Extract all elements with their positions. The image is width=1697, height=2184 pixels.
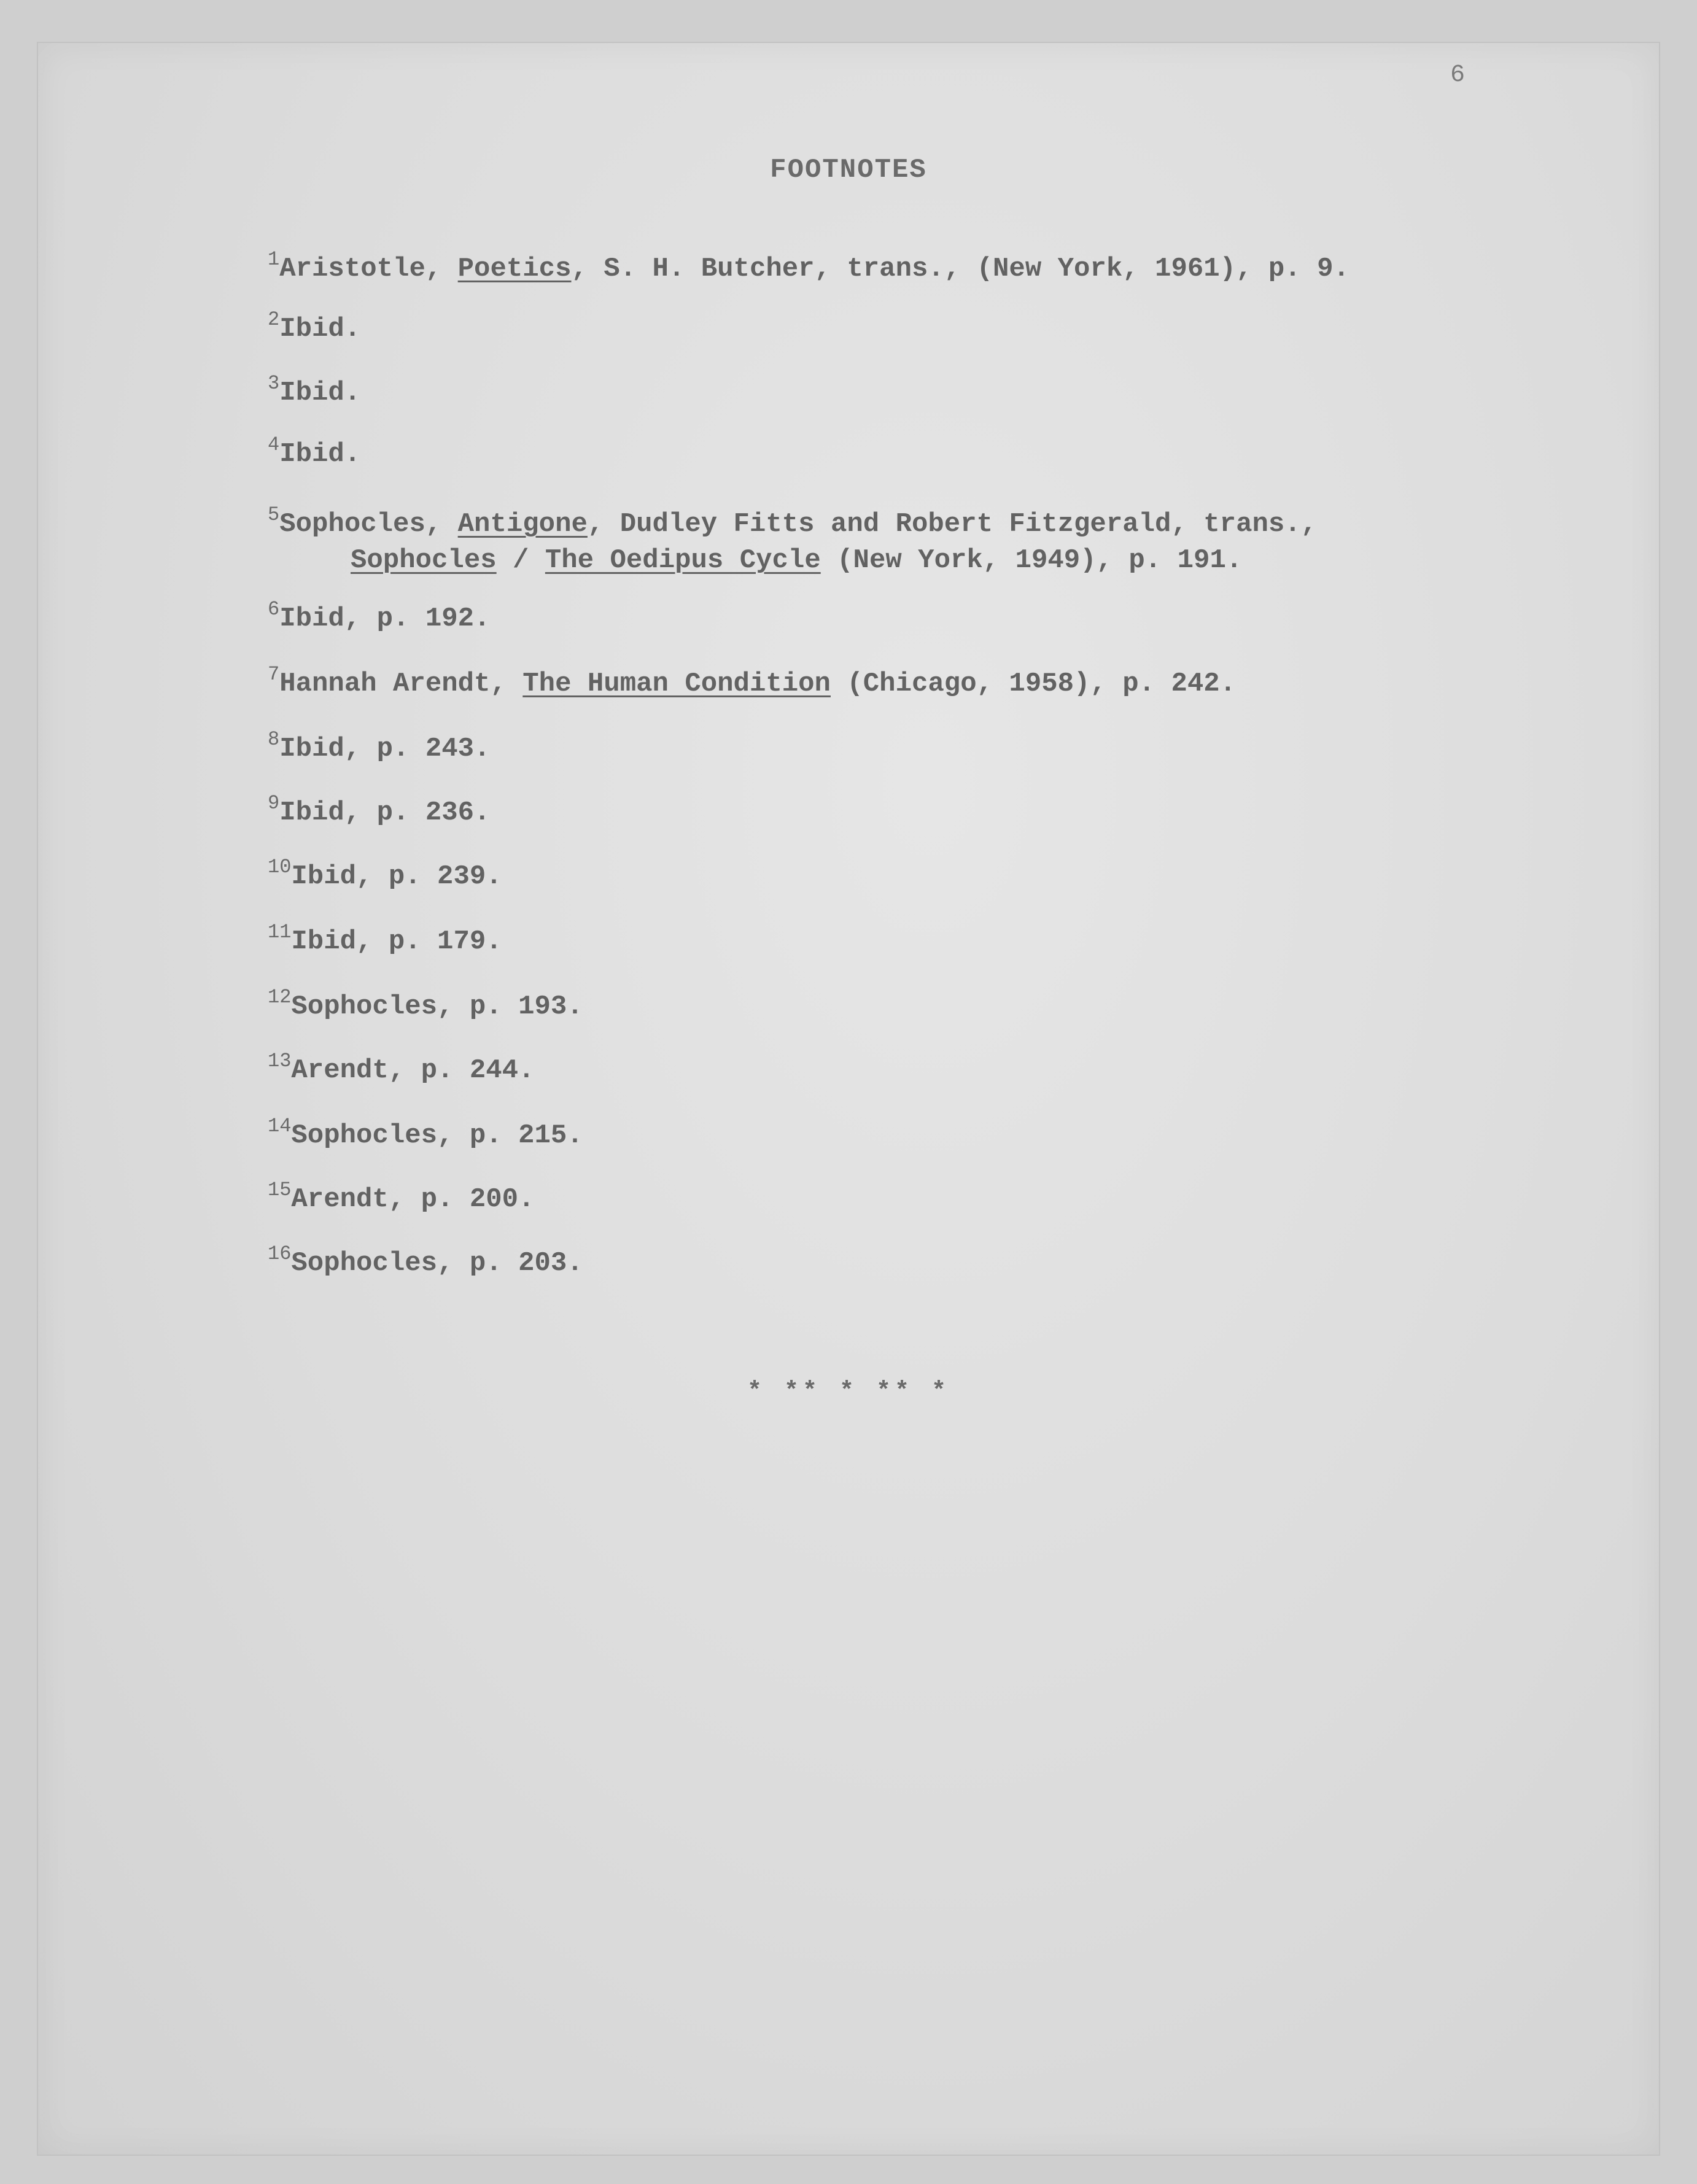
work-title: Antigone bbox=[457, 509, 588, 540]
footnote-number: 9 bbox=[268, 792, 280, 815]
work-title: Sophocles bbox=[351, 545, 497, 576]
end-mark: * ** * ** * bbox=[747, 1378, 950, 1406]
footnote-number: 3 bbox=[268, 372, 280, 395]
footnote-number: 13 bbox=[268, 1050, 292, 1072]
footnote-11: $^{11}$Ibid, p. 179. bbox=[268, 921, 502, 957]
footnote-number: 14 bbox=[268, 1115, 292, 1137]
footnote-12: $^{12}$Sophocles, p. 193. bbox=[268, 986, 583, 1022]
footnote-6: $^6$Ibid, p. 192. bbox=[268, 598, 491, 634]
work-title: Poetics bbox=[457, 254, 572, 284]
footnote-number: 16 bbox=[268, 1242, 292, 1265]
footnote-14: $^{14}$Sophocles, p. 215. bbox=[268, 1115, 583, 1151]
footnote-1: $^1$Aristotle, Poetics, S. H. Butcher, trans., (New York, 1961), p. 9. bbox=[268, 248, 1349, 284]
footnote-5: $^5$Sophocles, Antigone, Dudley Fitts and Robert Fitzgerald, trans., Sophocles / The Oedipus Cycle (New York, 1949), p. 191. bbox=[268, 507, 1317, 578]
footnote-2: $^2$Ibid. bbox=[268, 308, 361, 344]
footnote-number: 1 bbox=[268, 248, 280, 271]
footnote-9: $^9$Ibid, p. 236. bbox=[268, 792, 491, 828]
footnote-number: 6 bbox=[268, 598, 280, 621]
footnote-3: $^3$Ibid. bbox=[268, 372, 361, 408]
footnote-10: $^{10}$Ibid, p. 239. bbox=[268, 856, 502, 892]
page-number: 6 bbox=[1450, 61, 1466, 89]
footnote-number: 11 bbox=[268, 921, 292, 943]
work-title: The Human Condition bbox=[522, 668, 831, 699]
footnote-16: $^{16}$Sophocles, p. 203. bbox=[268, 1242, 583, 1279]
footnote-13: $^{13}$Arendt, p. 244. bbox=[268, 1050, 535, 1086]
paper-sheet bbox=[38, 43, 1659, 2155]
page-title: FOOTNOTES bbox=[770, 155, 927, 185]
work-title: The Oedipus Cycle bbox=[545, 545, 821, 576]
footnote-8: $^8$Ibid, p. 243. bbox=[268, 728, 491, 764]
footnote-number: 12 bbox=[268, 986, 292, 1009]
footnote-7: $^7$Hannah Arendt, The Human Condition (Chicago, 1958), p. 242. bbox=[268, 663, 1237, 699]
footnote-4: $^4$Ibid. bbox=[268, 433, 361, 470]
footnote-5-continuation: Sophocles / The Oedipus Cycle (New York, 1949), p. 191. bbox=[351, 545, 1243, 576]
footnote-number: 15 bbox=[268, 1179, 292, 1201]
footnote-number: 2 bbox=[268, 308, 280, 331]
footnote-number: 8 bbox=[268, 728, 280, 751]
footnote-15: $^{15}$Arendt, p. 200. bbox=[268, 1179, 535, 1215]
footnote-number: 5 bbox=[268, 503, 280, 526]
footnote-number: 4 bbox=[268, 433, 280, 456]
footnote-number: 10 bbox=[268, 856, 292, 878]
footnote-number: 7 bbox=[268, 663, 280, 686]
